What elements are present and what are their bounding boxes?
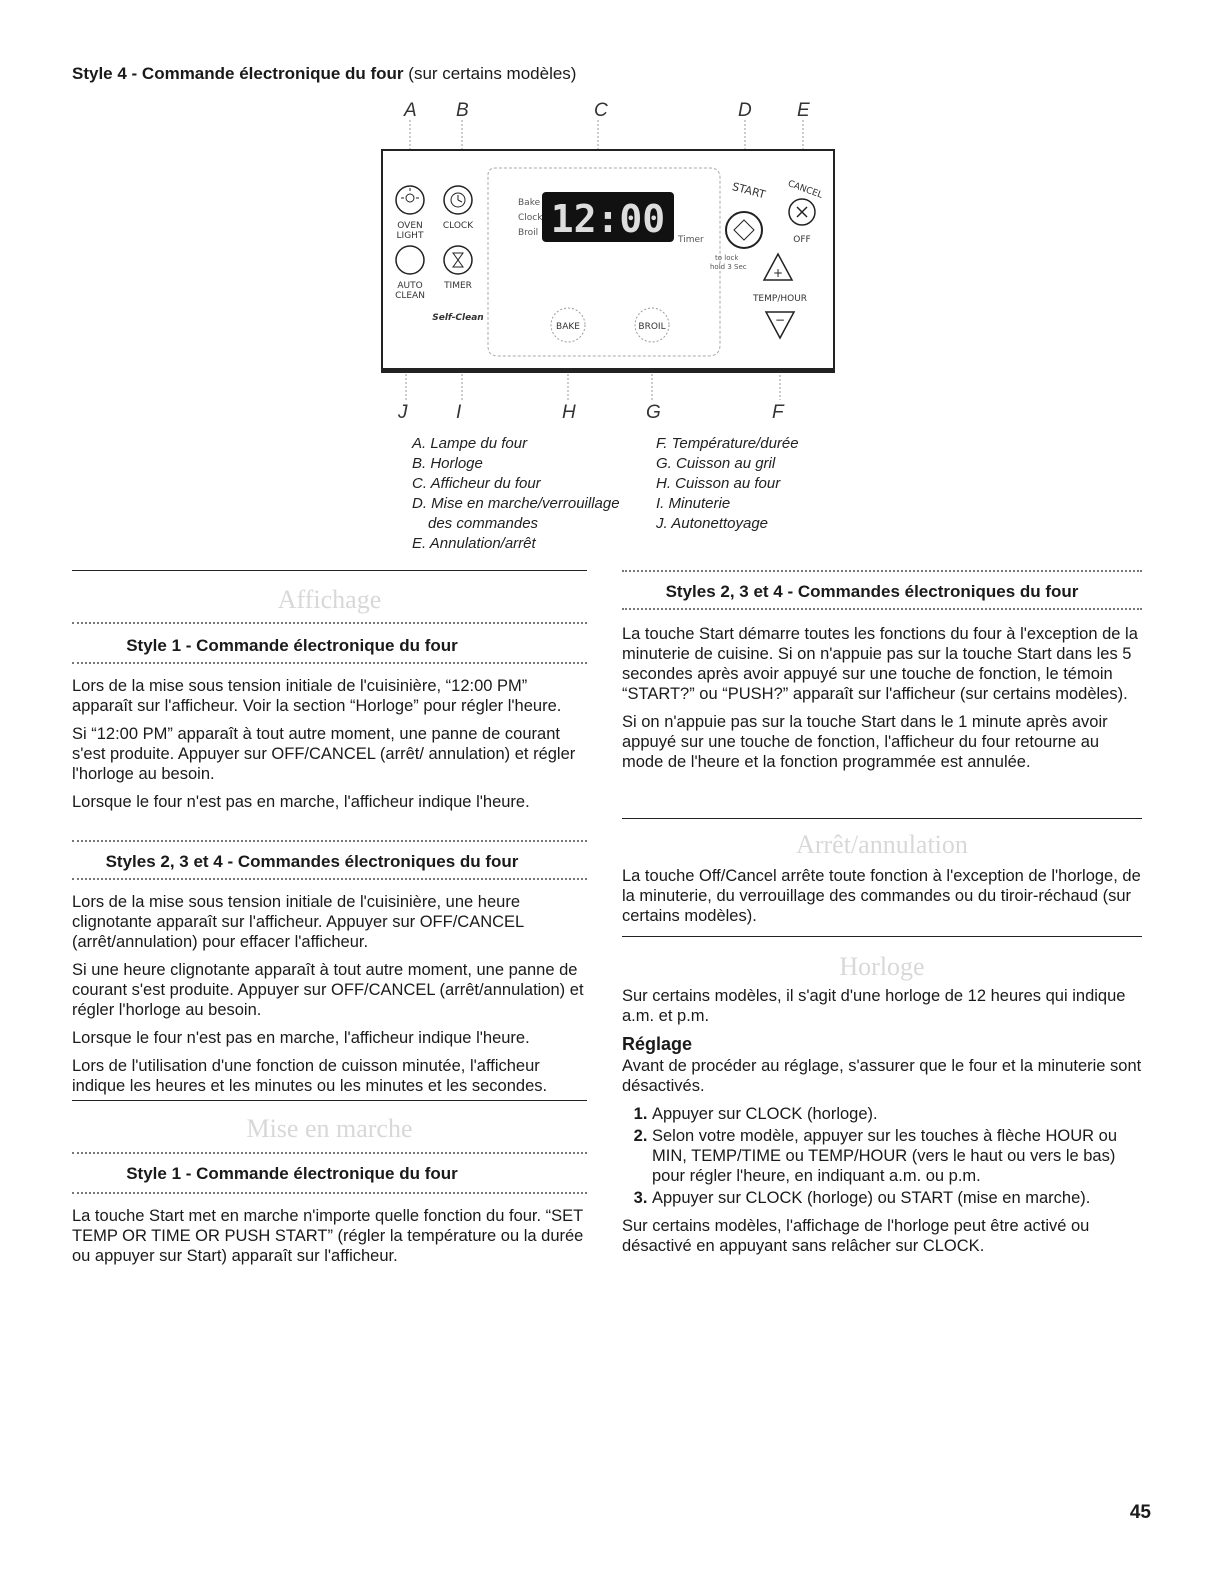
self-clean-label: Self-Clean bbox=[432, 313, 484, 323]
legend-c: C. Afficheur du four bbox=[412, 475, 541, 492]
off-label: OFF bbox=[793, 235, 811, 245]
callout-f: F bbox=[772, 402, 784, 423]
start-label: START bbox=[730, 180, 767, 202]
paragraph: Si “12:00 PM” apparaît à tout autre moment, une panne de courant s'est produite. Appuyer sur OFF/CANCEL (arrêt/ annulation) et régler l'horloge au besoin. bbox=[72, 725, 576, 783]
divider bbox=[72, 570, 587, 571]
dotted-divider bbox=[72, 1152, 587, 1154]
section-title-affichage: Affichage bbox=[277, 585, 382, 614]
section-title-arret: Arrêt/annulation bbox=[796, 830, 968, 859]
dotted-divider bbox=[72, 622, 587, 624]
legend-a: A. Lampe du four bbox=[412, 435, 528, 452]
dotted-divider bbox=[72, 662, 587, 664]
dotted-divider bbox=[72, 1192, 587, 1194]
paragraph: Avant de procéder au réglage, s'assurer que le four et la minuterie sont désactivés. bbox=[622, 1057, 1142, 1095]
affichage-style234-body bbox=[72, 892, 592, 1104]
legend-h: H. Cuisson au four bbox=[656, 475, 781, 492]
control-panel-diagram bbox=[370, 120, 850, 410]
paragraph: Lorsque le four n'est pas en marche, l'afficheur indique l'heure. bbox=[72, 1029, 530, 1047]
callout-a: A bbox=[404, 100, 417, 121]
paragraph: Sur certains modèles, l'affichage de l'horloge peut être activé ou désactivé en appuyant sans relâcher sur CLOCK. bbox=[622, 1217, 1090, 1255]
legend-d: D. Mise en marche/verrouillage bbox=[412, 495, 620, 512]
step: 1. Appuyer sur CLOCK (horloge). bbox=[652, 1104, 1142, 1124]
legend-f: F. Température/durée bbox=[656, 435, 799, 452]
bake-label: BAKE bbox=[556, 322, 580, 332]
paragraph: Lors de la mise sous tension initiale de l'cuisinière, une heure clignotante apparaît sur l'afficheur. Appuyer sur OFF/CANCEL (arrêt/annulation) pour effacer l'afficheur. bbox=[72, 893, 524, 951]
display-bake-label: Bake bbox=[518, 198, 541, 208]
timer-label: TIMER bbox=[444, 281, 472, 291]
legend-b: B. Horloge bbox=[412, 455, 483, 472]
callout-h: H bbox=[562, 402, 576, 423]
minus-icon: − bbox=[774, 313, 786, 327]
arret-body bbox=[622, 866, 1142, 934]
page-number: 45 bbox=[1129, 1502, 1151, 1523]
display-time: 12:00 bbox=[550, 197, 666, 241]
oven-light-label-2: LIGHT bbox=[396, 231, 424, 241]
step: 2. Selon votre modèle, appuyer sur les touches à flèche HOUR ou MIN, TEMP/TIME ou TEMP/HOUR (vers le haut ou vers le bas) pour régler l'heure, en indiquant a.m. ou p.m. bbox=[652, 1126, 1142, 1186]
dotted-divider bbox=[72, 840, 587, 842]
subtitle-style234: Styles 2, 3 et 4 - Commandes électroniques du four bbox=[105, 852, 519, 871]
callout-d: D bbox=[738, 100, 752, 121]
section-title-horloge: Horloge bbox=[839, 952, 925, 981]
paragraph: Lors de la mise sous tension initiale de l'cuisinière, “12:00 PM” apparaît sur l'afficheur. Voir la section “Horloge” pour régler l'heure. bbox=[72, 677, 562, 715]
paragraph: La touche Start met en marche n'importe quelle fonction du four. “SET TEMP OR TIME OR PUSH START” (régler la température ou la durée ou appuyer sur Start) apparaît sur l'afficheur. bbox=[72, 1207, 584, 1265]
divider bbox=[72, 1100, 587, 1101]
paragraph: Lorsque le four n'est pas en marche, l'afficheur indique l'heure. bbox=[72, 793, 530, 811]
callout-g: G bbox=[646, 402, 661, 423]
horloge-body bbox=[622, 986, 1142, 1264]
paragraph: Lors de l'utilisation d'une fonction de cuisson minutée, l'afficheur indique les heures et les minutes ou les minutes et les secondes. bbox=[72, 1057, 548, 1095]
header-normal: (sur certains modèles) bbox=[408, 64, 577, 83]
display-broil-label: Broil bbox=[518, 228, 539, 238]
divider bbox=[622, 936, 1142, 937]
auto-clean-label-2: CLEAN bbox=[395, 291, 425, 301]
dotted-divider bbox=[622, 608, 1142, 610]
subtitle-style234: Styles 2, 3 et 4 - Commandes électroniques du four bbox=[665, 582, 1079, 601]
callout-c: C bbox=[594, 100, 608, 121]
legend-left bbox=[412, 434, 620, 554]
cancel-label: CANCEL bbox=[786, 179, 824, 201]
section-title-mise: Mise en marche bbox=[246, 1114, 413, 1143]
affichage-style1-body bbox=[72, 676, 592, 820]
legend-g: G. Cuisson au gril bbox=[656, 455, 776, 472]
clock-label: CLOCK bbox=[442, 221, 474, 231]
legend-j: J. Autonettoyage bbox=[656, 515, 769, 532]
callout-i: I bbox=[456, 402, 462, 423]
legend-d-cont: des commandes bbox=[428, 515, 539, 532]
plus-icon: + bbox=[772, 266, 784, 280]
callout-e: E bbox=[797, 100, 810, 121]
paragraph: La touche Off/Cancel arrête toute fonction à l'exception de l'horloge, de la minuterie, du verrouillage des commandes ou du tiroir-réchaud (sur certains modèles). bbox=[622, 867, 1141, 925]
page-header bbox=[72, 64, 576, 84]
subtitle-style1: Style 1 - Commande électronique du four bbox=[126, 1164, 458, 1183]
dotted-divider bbox=[72, 878, 587, 880]
dotted-divider bbox=[622, 570, 1142, 572]
mise-style234-body bbox=[622, 624, 1142, 780]
legend-right bbox=[656, 434, 799, 534]
callout-b: B bbox=[456, 100, 469, 121]
display-clock-label: Clock bbox=[518, 213, 543, 223]
auto-clean-label: AUTO bbox=[397, 281, 423, 291]
broil-label: BROIL bbox=[638, 322, 666, 332]
divider bbox=[622, 818, 1142, 819]
to-lock-label: to lock bbox=[715, 254, 739, 262]
paragraph: Si on n'appuie pas sur la touche Start dans le 1 minute après avoir appuyé sur une touche de fonction, l'afficheur du four retourne au mode de l'heure et la fonction programmée est annulée. bbox=[622, 713, 1108, 771]
header-bold: Style 4 - Commande électronique du four bbox=[72, 64, 404, 83]
step: 3. Appuyer sur CLOCK (horloge) ou START (mise en marche). bbox=[652, 1188, 1142, 1208]
oven-light-label: OVEN bbox=[397, 221, 423, 231]
temp-hour-label: TEMP/HOUR bbox=[752, 294, 808, 304]
subtitle-style1: Style 1 - Commande électronique du four bbox=[126, 636, 458, 655]
callout-j: J bbox=[398, 402, 408, 423]
legend-i: I. Minuterie bbox=[656, 495, 731, 512]
paragraph: Sur certains modèles, il s'agit d'une horloge de 12 heures qui indique a.m. et p.m. bbox=[622, 987, 1126, 1025]
mise-style1-body bbox=[72, 1206, 592, 1274]
reglage-heading: Réglage bbox=[622, 1034, 693, 1054]
legend-e: E. Annulation/arrêt bbox=[412, 535, 536, 552]
paragraph: Si une heure clignotante apparaît à tout autre moment, une panne de courant s'est produite. Appuyer sur OFF/CANCEL (arrêt/annulation) et régler l'horloge au besoin. bbox=[72, 961, 584, 1019]
hold-3-sec-label: hold 3 Sec bbox=[710, 263, 747, 271]
paragraph: La touche Start démarre toutes les fonctions du four à l'exception de la minuterie de cuisine. Si on n'appuie pas sur la touche Start dans les 5 secondes après avoir appuyé sur une touche de fonction, le témoin “START?” ou “PUSH?” apparaît sur l'afficheur (sur certains modèles). bbox=[622, 625, 1138, 703]
display-timer-label: Timer bbox=[678, 235, 704, 245]
reglage-steps bbox=[622, 1104, 1142, 1208]
